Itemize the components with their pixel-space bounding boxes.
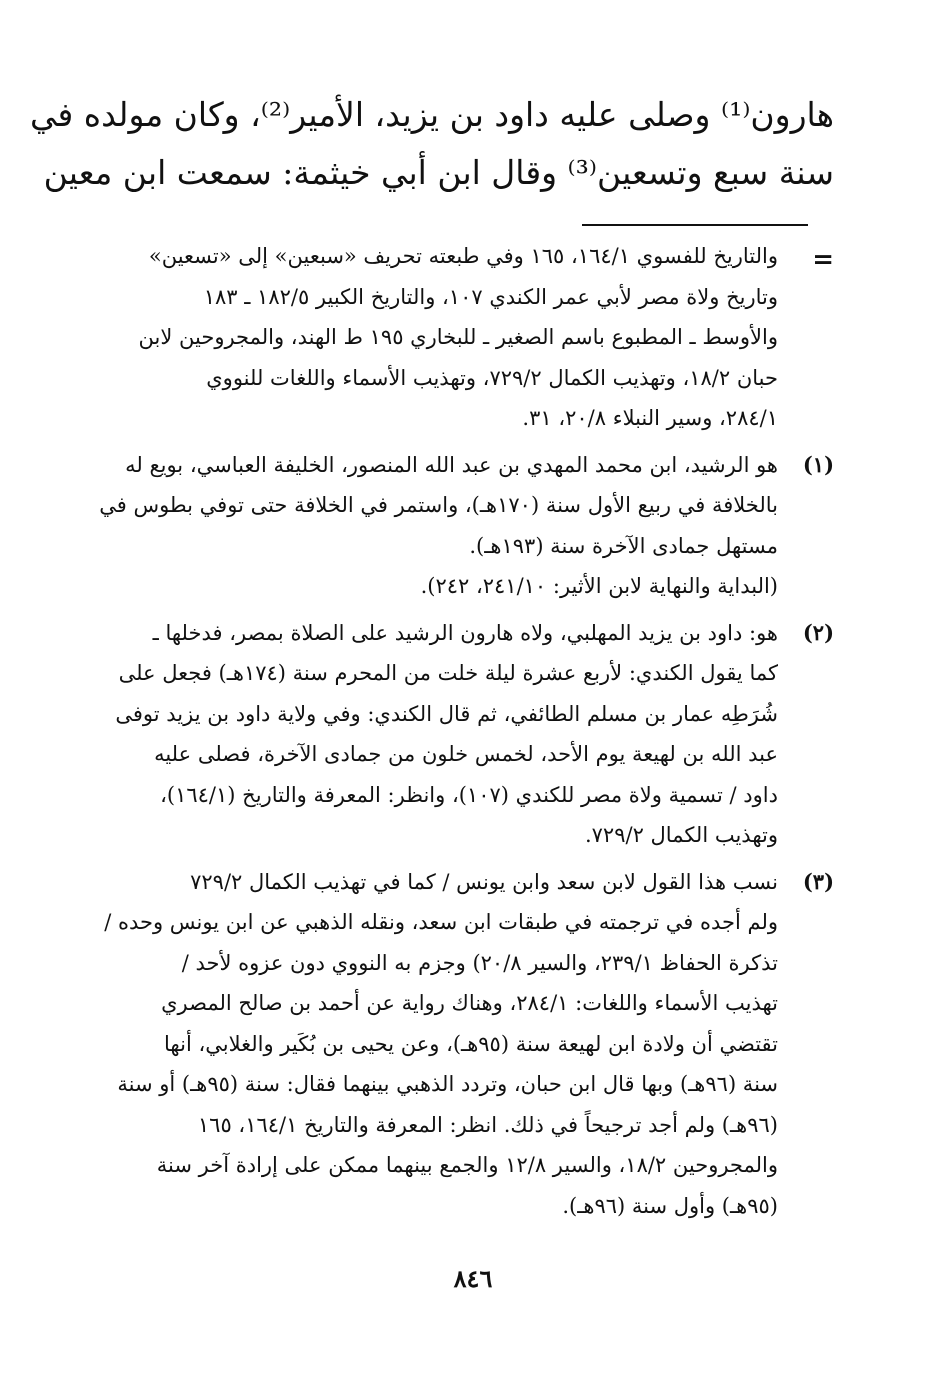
footnote-line: وتاريخ ولاة مصر لأبي عمر الكندي ١٠٧، والتاريخ الكبير ١٨٢/٥ ـ ١٨٣ <box>203 284 778 309</box>
footnote-3 <box>104 862 834 1227</box>
footnote-line: (٩٦هـ) ولم أجد ترجيحاً في ذلك. انظر: المعرفة والتاريخ ١٦٤/١، ١٦٥ <box>197 1112 778 1137</box>
footnote-line: تذكرة الحفاظ ٢٣٩/١، والسير ٢٠/٨) وجزم به النووي دون عزوه لأحد / <box>181 950 778 975</box>
footnote-separator <box>582 224 808 226</box>
continuation-marker: = <box>812 245 834 275</box>
footnote-line: نسب هذا القول لابن سعد وابن يونس / كما في تهذيب الكمال ٧٢٩/٢ <box>190 869 778 894</box>
footnote-line: عبد الله بن لهيعة يوم الأحد، لخمس خلون من جمادى الآخرة، فصلى عليه <box>154 742 778 766</box>
footnote-marker: (٣) <box>802 868 834 894</box>
footnote-1 <box>99 445 834 607</box>
footnotes-block <box>99 236 834 1232</box>
footnote-line: وتهذيب الكمال ٧٢٩/٢. <box>584 823 778 847</box>
footnote-line: شُرَطِه عمار بن مسلم الطائفي، ثم قال الكندي: وفي ولاية داود بن يزيد توفى <box>115 701 778 726</box>
page-number: ٨٤٦ <box>453 1264 493 1293</box>
footnote-line: ولم أجده في ترجمته في طبقات ابن سعد، ونقله الذهبي عن ابن يونس وحده / <box>104 910 778 934</box>
footnote-line: (البداية والنهاية لابن الأثير: ٢٤١/١٠، ٢٤٢). <box>420 574 778 598</box>
footnote-line: كما يقول الكندي: لأربع عشرة ليلة خلت من المحرم سنة (١٧٤هـ) فجعل على <box>118 661 778 685</box>
footnote-line: حبان ١٨/٢، وتهذيب الكمال ٧٢٩/٢، وتهذيب الأسماء واللغات للنووي <box>206 365 778 390</box>
footnote-marker: (٢) <box>802 619 834 645</box>
main-text-line: هارون⁽¹⁾ وصلى عليه داود بن يزيد، الأمير⁽²⁾، وكان مولده في <box>30 95 834 134</box>
footnote-line: والتاريخ للفسوي ١٦٤/١، ١٦٥ وفي طبعته تحريف «سبعين» إلى «تسعين» <box>148 244 778 268</box>
footnote-line: هو: داود بن يزيد المهلبي، ولاه هارون الرشيد على الصلاة بمصر، فدخلها ـ <box>152 620 778 645</box>
main-text-block <box>30 86 834 202</box>
footnote-line: (٩٥هـ) وأول سنة (٩٦هـ). <box>562 1193 778 1218</box>
footnote-line: بالخلافة في ربيع الأول سنة (١٧٠هـ)، واستمر في الخلافة حتى توفي بطوس في <box>99 493 778 517</box>
footnote-line: ٢٨٤/١، وسير النبلاء ٢٠/٨، ٣١. <box>522 406 778 430</box>
footnote-line: تهذيب الأسماء واللغات: ٢٨٤/١، وهناك رواية عن أحمد بن صالح المصري <box>161 991 778 1015</box>
footnote-line: سنة (٩٦هـ) وبها قال ابن حبان، وتردد الذهبي بينهما فقال: سنة (٩٥هـ) أو سنة <box>117 1072 778 1096</box>
footnote-line: تقتضي أن ولادة ابن لهيعة سنة (٩٥هـ)، وعن يحيى بن بُكَير والغلابي، أنها <box>164 1031 778 1056</box>
footnote-line: مستهل جمادى الآخرة سنة (١٩٣هـ). <box>469 533 778 558</box>
footnote-line: والأوسط ـ المطبوع باسم الصغير ـ للبخاري ١٩٥ ط الهند، والمجروحين لابن <box>138 325 778 349</box>
footnote-line: والمجروحين ١٨/٢، والسير ١٢/٨ والجمع بينهما ممكن على إرادة آخر سنة <box>156 1153 778 1177</box>
footnote-line: هو الرشيد، ابن محمد المهدي بن عبد الله المنصور، الخليفة العباسي، بويع له <box>125 452 778 477</box>
footnote-marker: (١) <box>802 451 834 477</box>
footnote-2 <box>114 613 834 856</box>
main-text-line: سنة سبع وتسعين⁽³⁾ وقال ابن أبي خيثمة: سمعت ابن معين <box>43 153 834 192</box>
footnote-continuation <box>114 236 834 439</box>
footnote-line: داود / تسمية ولاة مصر للكندي (١٠٧)، وانظر: المعرفة والتاريخ (١٦٤/١)، <box>160 782 778 807</box>
